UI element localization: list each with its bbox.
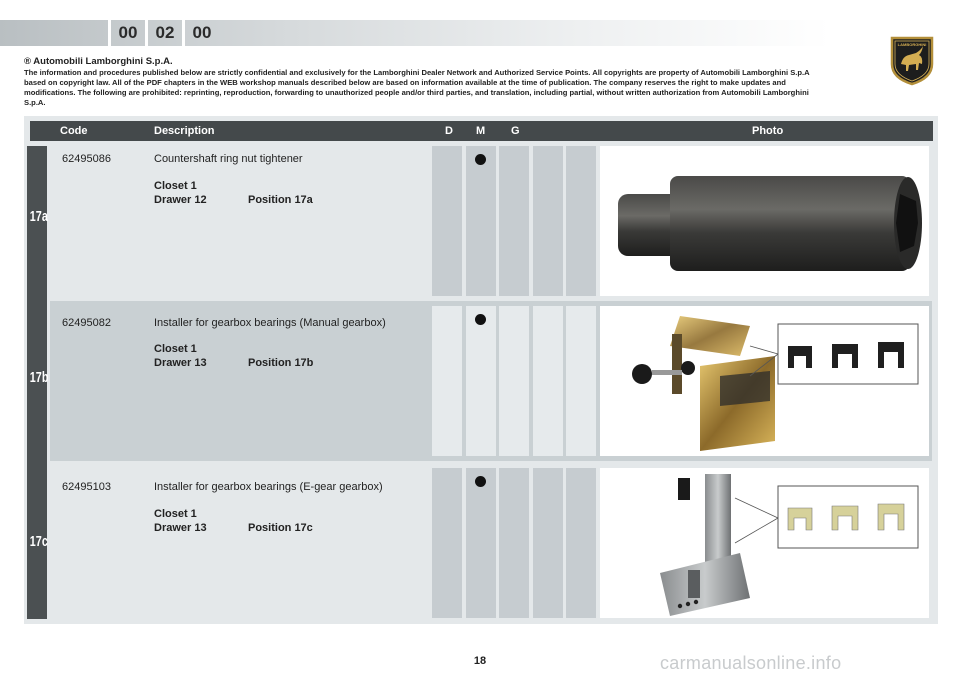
- header-m: M: [476, 125, 486, 137]
- tool-code: 62495103: [62, 481, 111, 493]
- copyright-title: ® Automobili Lamborghini S.p.A.: [24, 56, 173, 67]
- chapter-number-1: 00: [108, 20, 145, 46]
- header-description: Description: [154, 125, 215, 137]
- tool-closet: Closet 1: [154, 508, 197, 520]
- copyright-notice: [24, 56, 830, 108]
- table-header: [30, 121, 933, 141]
- row-label-17b: 17b: [29, 369, 49, 386]
- tool-drawer: Drawer 13: [154, 522, 207, 534]
- cell-extra-1: [533, 468, 563, 618]
- chapter-number-2: 02: [145, 20, 182, 46]
- marker-dot: [475, 154, 486, 165]
- cell-m: [466, 306, 496, 456]
- tool-description: Countershaft ring nut tightener: [154, 153, 303, 165]
- page-number: 18: [473, 655, 487, 667]
- socket-tool-photo: [600, 146, 929, 296]
- cell-d: [432, 306, 462, 456]
- tool-drawer: Drawer 12: [154, 194, 207, 206]
- tool-position: Position 17a: [248, 194, 313, 206]
- cell-g: [499, 146, 529, 296]
- header-d: D: [445, 125, 453, 137]
- cell-d: [432, 146, 462, 296]
- header-g: G: [511, 125, 520, 137]
- tool-code: 62495082: [62, 317, 111, 329]
- marker-dot: [475, 476, 486, 487]
- cell-extra-2: [566, 468, 596, 618]
- cell-d: [432, 468, 462, 618]
- logo-text: LAMBORGHINI: [897, 42, 927, 47]
- tool-closet: Closet 1: [154, 180, 197, 192]
- tool-code: 62495086: [62, 153, 111, 165]
- row-label-17c: 17c: [29, 533, 48, 550]
- tool-description: Installer for gearbox bearings (Manual gearbox): [154, 317, 386, 329]
- marker-dot: [475, 314, 486, 325]
- cell-g: [499, 468, 529, 618]
- cell-extra-2: [566, 306, 596, 456]
- tool-drawer: Drawer 13: [154, 357, 207, 369]
- bearing-installer-egear-photo: [600, 468, 929, 618]
- header-code: Code: [60, 125, 88, 137]
- cell-m: [466, 468, 496, 618]
- cell-extra-1: [533, 146, 563, 296]
- bearing-installer-manual-photo: [600, 306, 929, 456]
- cell-extra-2: [566, 146, 596, 296]
- lamborghini-bull-shield-icon: [889, 34, 935, 86]
- tool-closet: Closet 1: [154, 343, 197, 355]
- tool-description: Installer for gearbox bearings (E-gear gearbox): [154, 481, 383, 493]
- watermark: carmanualsonline.info: [660, 653, 842, 673]
- cell-m: [466, 146, 496, 296]
- tool-position: Position 17b: [248, 357, 314, 369]
- header-photo: Photo: [752, 125, 784, 137]
- chapter-number-3: 00: [182, 20, 219, 46]
- copyright-text: The information and procedures published below are strictly confidential and exclusively for the Lamborghini Dealer Network and Authorized Service Points. All copyrights are property of Automobili Lamborghini S.p.A based on copyright law. All of the PDF chapters in the WEB workshop manuals described below are based on information available at the time of publication. The company reserves the right to make updates and modifications. The following are prohibited: reprinting, reproduction, forwarding to unauthorized people and/or third parties, and translation, including partial, without written authorization from Automobili Lamborghini S.p.A.: [24, 68, 810, 107]
- tool-position: Position 17c: [248, 522, 313, 534]
- cell-g: [499, 306, 529, 456]
- row-label-17a: 17a: [29, 208, 48, 225]
- cell-extra-1: [533, 306, 563, 456]
